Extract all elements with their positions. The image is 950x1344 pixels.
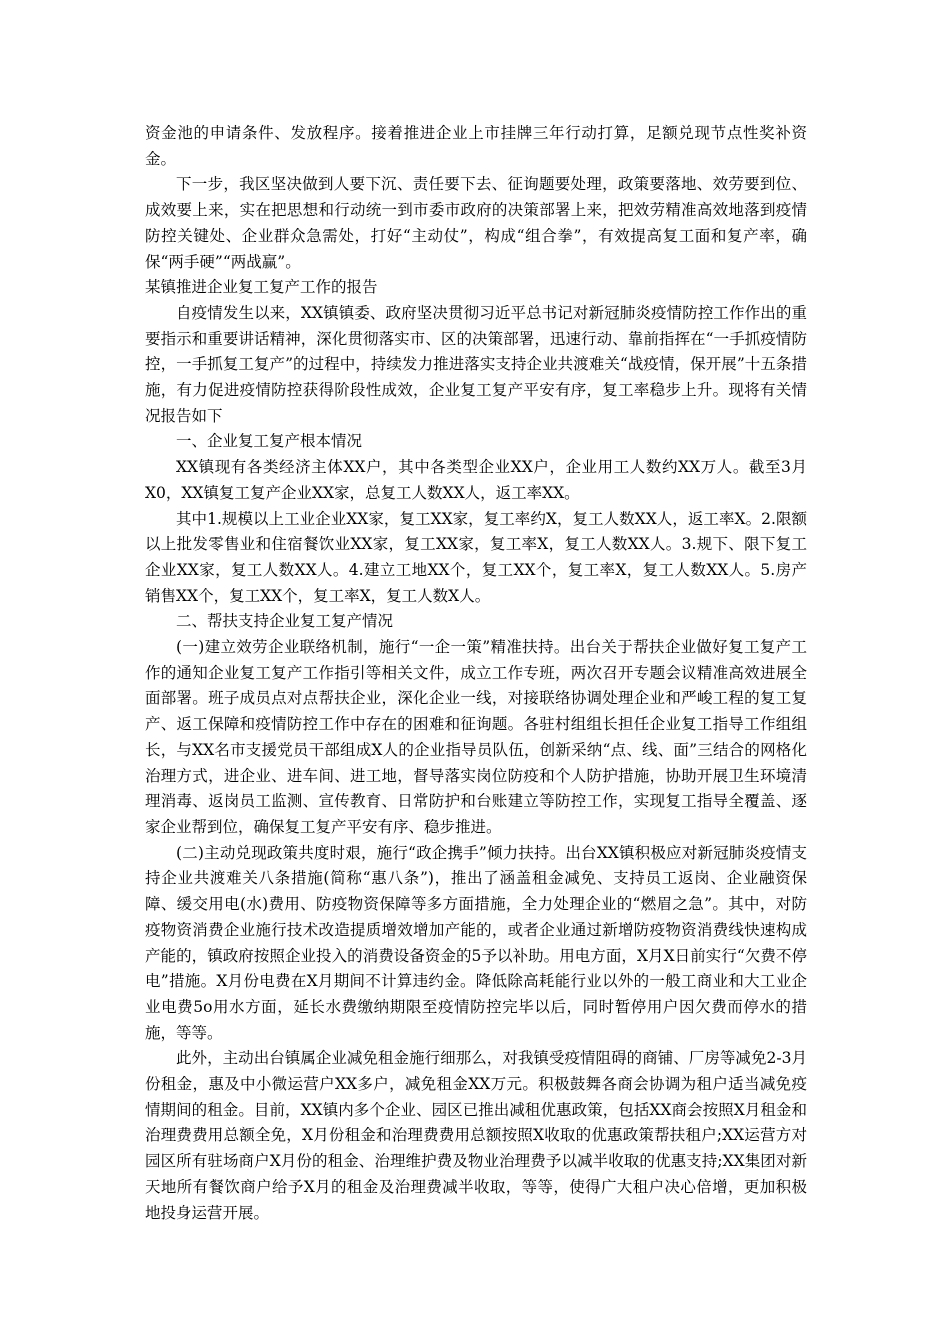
- paragraph-rent-reduction: 此外，主动出台镇属企业减免租金施行细那么，对我镇受疫情阻碍的商铺、厂房等减免2-3月份租金，惠及中小微运营户XX多户，减免租金XX万元。积极鼓舞各商会协调为租户适当减免疫情期间的租金。目前，XX镇内多个企业、园区已推出减租优惠政策，包括XX商会按照X月租金和治理费费用总额全免，X月份租金和治理费费用总额按照X收取的优惠政策帮扶租户;XX运营方对园区所有驻场商户X月份的租金、治理维护费及物业治理费予以减半收取的优惠支持;XX集团对新天地所有餐饮商户给予X月的租金及治理费减半收取，等等，使得广大租户决心倍增，更加积极地投身运营开展。: [145, 1049, 807, 1222]
- paragraph-funding-pool: 资金池的申请条件、发放程序。接着推进企业上市挂牌三年行动打算，足额兑现节点性奖补资金。: [145, 124, 807, 168]
- paragraph-resumption-statistics: 其中1.规模以上工业企业XX家，复工XX家，复工率约X，复工人数XX人，返工率X。2.限额以上批发零售业和住宿餐饮业XX家，复工XX家，复工率X，复工人数XX人。3.规下、限下复工企业XX家，复工人数XX人。4.建立工地XX个，复工XX个，复工率X，复工人数XX人。5.房产销售XX个，复工XX个，复工率X，复工人数X人。: [145, 509, 807, 605]
- paragraph-policy-support: (二)主动兑现政策共度时艰，施行“政企携手”倾力扶持。出台XX镇积极应对新冠肺炎疫情支持企业共渡难关八条措施(简称“惠八条”)，推出了涵盖租金减免、支持员工返岗、企业融资保障、缓交用电(水)费用、防疫物资保障等多方面措施，全力处理企业的“燃眉之急”。其中，对防疫物资消费企业施行技术改造提质增效增加产能的，或者企业通过新增防疫物资消费线快速构成产能的，镇政府按照企业投入的消费设备资金的5予以补助。用电方面，X月X日前实行“欠费不停电”措施。X月份电费在X月期间不计算违约金。降低除高耗能行业以外的一般工商业和大工业企业电费5o用水方面，延长水费缴纳期限至疫情防控完毕以后，同时暂停用户因欠费而停水的措施，等等。: [145, 843, 807, 1042]
- paragraph-next-steps: 下一步，我区坚决做到人要下沉、责任要下去、征询题要处理，政策要落地、效劳要到位、成效要上来，实在把思想和行动统一到市委市政府的决策部署上来，把效劳精准高效地落到疫情防控关键处、企业群众急需处，打好“主动仗”，构成“组合拳”，有效提高复工面和复产率，确保“两手硬”“两战赢”。: [145, 175, 807, 271]
- document-body: [145, 121, 807, 1226]
- paragraph-introduction: 自疫情发生以来，XX镇镇委、政府坚决贯彻习近平总书记对新冠肺炎疫情防控工作作出的重要指示和重要讲话精神，深化贯彻落实市、区的决策部署，迅速行动、靠前指挥在“一手抓疫情防控，一手抓复工复产”的过程中，持续发力推进落实支持企业共渡难关“战疫情，保开展”十五条措施，有力促进疫情防控获得阶段性成效，企业复工复产平安有序，复工率稳步上升。现将有关情况报告如下: [145, 303, 807, 425]
- report-title: 某镇推进企业复工复产工作的报告: [145, 278, 378, 297]
- paragraph-liaison-mechanism: (一)建立效劳企业联络机制，施行“一企一策”精准扶持。出台关于帮扶企业做好复工复产工作的通知企业复工复产工作指引等相关文件，成立工作专班，两次召开专题会议精准高效进展全面部署。班子成员点对点帮扶企业，深化企业一线，对接联络协调处理企业和严峻工程的复工复产、返工保障和疫情防控工作中存在的困难和征询题。各驻村组组长担任企业复工指导工作组组长，与XX名市支援党员干部组成X人的企业指导员队伍，创新采纳“点、线、面”三结合的网格化治理方式，进企业、进车间、进工地，督导落实岗位防疫和个人防护措施，协助开展卫生环境清理消毒、返岗员工监测、宣传教育、日常防护和台账建立等防控工作，实现复工指导全覆盖、逐家企业帮到位，确保复工复产平安有序、稳步推进。: [145, 638, 807, 836]
- section-heading-basic-situation: 一、企业复工复产根本情况: [176, 432, 363, 451]
- section-heading-support-situation: 二、帮扶支持企业复工复产情况: [176, 612, 394, 631]
- paragraph-economic-entities: XX镇现有各类经济主体XX户，其中各类型企业XX户，企业用工人数约XX万人。截至3月X0，XX镇复工复产企业XX家，总复工人数XX人，返工率XX。: [145, 458, 807, 502]
